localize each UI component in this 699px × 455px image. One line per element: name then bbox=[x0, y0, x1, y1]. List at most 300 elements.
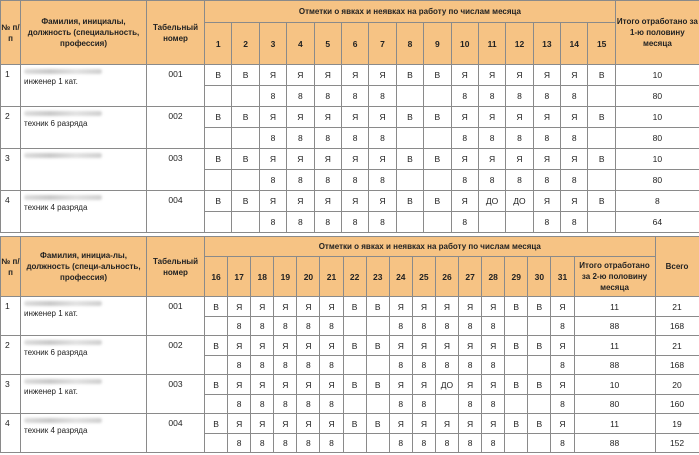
employee-name bbox=[21, 107, 147, 149]
hours-cell bbox=[205, 356, 228, 375]
table-row bbox=[1, 107, 699, 128]
hours-cell: 8 bbox=[251, 395, 274, 414]
hours-cell: 8 bbox=[228, 434, 251, 453]
day-header: 29 bbox=[505, 257, 528, 297]
hours-cell: 8 bbox=[389, 434, 412, 453]
hours-cell bbox=[435, 395, 458, 414]
hours-cell: 8 bbox=[506, 170, 533, 191]
attendance-mark: Я bbox=[314, 65, 341, 86]
attendance-mark: В bbox=[205, 65, 232, 86]
attendance-mark: Я bbox=[314, 149, 341, 170]
attendance-mark: ДО bbox=[478, 191, 505, 212]
attendance-mark: Я bbox=[412, 414, 435, 434]
hours-cell: 8 bbox=[251, 356, 274, 375]
table-row bbox=[1, 336, 699, 356]
attendance-mark: Я bbox=[259, 149, 286, 170]
total-hours: 64 bbox=[615, 212, 699, 233]
attendance-mark: Я bbox=[274, 375, 297, 395]
day-header: 3 bbox=[259, 23, 286, 65]
hours-cell: 8 bbox=[551, 317, 574, 336]
day-header: 26 bbox=[435, 257, 458, 297]
timesheet-table-second-half bbox=[0, 236, 699, 453]
attendance-mark: Я bbox=[287, 191, 314, 212]
hours-cell bbox=[424, 128, 451, 149]
day-header: 1 bbox=[205, 23, 232, 65]
hours-cell bbox=[528, 356, 551, 375]
attendance-mark: Я bbox=[451, 149, 478, 170]
hours-cell: 8 bbox=[459, 317, 482, 336]
hours-cell: 8 bbox=[287, 170, 314, 191]
employee-name bbox=[21, 149, 147, 191]
redacted-name bbox=[24, 418, 102, 423]
attendance-mark: В bbox=[205, 149, 232, 170]
redacted-name bbox=[24, 379, 102, 384]
attendance-mark: Я bbox=[389, 375, 412, 395]
row-num: 4 bbox=[1, 191, 21, 233]
attendance-mark: В bbox=[396, 65, 423, 86]
hours-cell bbox=[505, 356, 528, 375]
total-hours: 88 bbox=[574, 434, 655, 453]
attendance-mark: Я bbox=[551, 336, 574, 356]
hours-cell: 8 bbox=[320, 356, 343, 375]
all-hours: 168 bbox=[655, 317, 699, 336]
attendance-mark: Я bbox=[228, 414, 251, 434]
attendance-mark: Я bbox=[320, 375, 343, 395]
hours-cell bbox=[343, 395, 366, 414]
employee-role: инженер 1 кат. bbox=[24, 77, 78, 86]
attendance-mark: В bbox=[343, 414, 366, 434]
employee-name bbox=[21, 65, 147, 107]
attendance-mark: Я bbox=[369, 191, 396, 212]
day-header: 19 bbox=[274, 257, 297, 297]
total-hours: 80 bbox=[574, 395, 655, 414]
hours-cell: 8 bbox=[478, 128, 505, 149]
attendance-mark: Я bbox=[287, 107, 314, 128]
total-days: 10 bbox=[615, 107, 699, 128]
hours-cell: 8 bbox=[389, 395, 412, 414]
attendance-mark: Я bbox=[482, 375, 505, 395]
hours-cell: 8 bbox=[251, 317, 274, 336]
attendance-mark: Я bbox=[561, 65, 588, 86]
attendance-mark: В bbox=[424, 107, 451, 128]
hours-cell: 8 bbox=[561, 86, 588, 107]
hours-cell: 8 bbox=[314, 170, 341, 191]
total-hours: 80 bbox=[615, 170, 699, 191]
day-header: 2 bbox=[232, 23, 259, 65]
day-header: 9 bbox=[424, 23, 451, 65]
total-days: 11 bbox=[574, 336, 655, 356]
hours-cell bbox=[366, 356, 389, 375]
attendance-mark: В bbox=[366, 414, 389, 434]
attendance-mark: Я bbox=[259, 107, 286, 128]
row-num: 2 bbox=[1, 336, 21, 375]
hours-cell: 8 bbox=[369, 86, 396, 107]
all-days: 19 bbox=[655, 414, 699, 434]
header-total: Итого отработано за 2-ю половину месяца bbox=[574, 257, 655, 297]
attendance-mark: В bbox=[424, 191, 451, 212]
day-header: 18 bbox=[251, 257, 274, 297]
attendance-mark: Я bbox=[412, 336, 435, 356]
hours-cell bbox=[588, 86, 615, 107]
attendance-mark: В bbox=[588, 107, 615, 128]
attendance-mark: Я bbox=[297, 336, 320, 356]
hours-cell bbox=[232, 212, 259, 233]
all-days: 21 bbox=[655, 336, 699, 356]
day-header: 14 bbox=[561, 23, 588, 65]
attendance-mark: Я bbox=[551, 297, 574, 317]
header-tab: Табельный номер bbox=[147, 1, 205, 65]
attendance-mark: Я bbox=[297, 297, 320, 317]
employee-name bbox=[21, 191, 147, 233]
attendance-mark: Я bbox=[251, 336, 274, 356]
day-header: 11 bbox=[478, 23, 505, 65]
hours-cell: 8 bbox=[314, 128, 341, 149]
attendance-mark: Я bbox=[389, 297, 412, 317]
day-header: 15 bbox=[588, 23, 615, 65]
attendance-mark: Я bbox=[561, 107, 588, 128]
tab-number: 004 bbox=[147, 414, 205, 453]
hours-cell: 8 bbox=[228, 356, 251, 375]
hours-cell bbox=[343, 434, 366, 453]
attendance-mark: Я bbox=[314, 107, 341, 128]
hours-cell bbox=[588, 128, 615, 149]
all-days: 21 bbox=[655, 297, 699, 317]
day-header: 30 bbox=[528, 257, 551, 297]
attendance-mark: В bbox=[343, 375, 366, 395]
day-header: 28 bbox=[482, 257, 505, 297]
hours-cell: 8 bbox=[320, 317, 343, 336]
attendance-mark: В bbox=[205, 107, 232, 128]
day-header: 10 bbox=[451, 23, 478, 65]
hours-cell: 8 bbox=[551, 356, 574, 375]
attendance-mark: Я bbox=[259, 191, 286, 212]
hours-cell: 8 bbox=[482, 356, 505, 375]
day-header: 8 bbox=[396, 23, 423, 65]
attendance-mark: В bbox=[528, 414, 551, 434]
attendance-mark: Я bbox=[482, 414, 505, 434]
hours-cell: 8 bbox=[533, 128, 560, 149]
total-days: 10 bbox=[574, 375, 655, 395]
attendance-mark: Я bbox=[287, 65, 314, 86]
day-header: 24 bbox=[389, 257, 412, 297]
hours-cell: 8 bbox=[459, 395, 482, 414]
employee-role: техник 6 разряда bbox=[24, 119, 88, 128]
hours-cell: 8 bbox=[435, 356, 458, 375]
hours-cell: 8 bbox=[274, 434, 297, 453]
attendance-mark: В bbox=[588, 65, 615, 86]
attendance-mark: В bbox=[205, 191, 232, 212]
hours-cell bbox=[424, 86, 451, 107]
attendance-mark: Я bbox=[369, 107, 396, 128]
hours-cell: 8 bbox=[251, 434, 274, 453]
hours-cell: 8 bbox=[459, 434, 482, 453]
hours-cell: 8 bbox=[561, 170, 588, 191]
header-name: Фамилия, инициалы, должность (специальность, профессия) bbox=[21, 1, 147, 65]
attendance-mark: Я bbox=[459, 414, 482, 434]
attendance-mark: Я bbox=[451, 191, 478, 212]
hours-cell: 8 bbox=[274, 356, 297, 375]
attendance-mark: Я bbox=[506, 107, 533, 128]
attendance-mark: Я bbox=[274, 297, 297, 317]
total-hours: 88 bbox=[574, 317, 655, 336]
attendance-mark: В bbox=[396, 107, 423, 128]
attendance-mark: Я bbox=[314, 191, 341, 212]
hours-cell bbox=[232, 86, 259, 107]
redacted-name bbox=[24, 340, 102, 345]
table-row bbox=[1, 375, 699, 395]
attendance-mark: В bbox=[505, 375, 528, 395]
attendance-mark: Я bbox=[435, 297, 458, 317]
attendance-mark: В bbox=[588, 149, 615, 170]
attendance-mark: Я bbox=[459, 375, 482, 395]
hours-cell bbox=[424, 212, 451, 233]
attendance-mark: В bbox=[424, 149, 451, 170]
employee-role: техник 4 разряда bbox=[24, 203, 88, 212]
attendance-mark: Я bbox=[478, 65, 505, 86]
tab-number: 002 bbox=[147, 336, 205, 375]
hours-cell: 8 bbox=[314, 86, 341, 107]
hours-cell bbox=[396, 128, 423, 149]
day-header: 16 bbox=[205, 257, 228, 297]
row-num: 1 bbox=[1, 65, 21, 107]
attendance-mark: В bbox=[424, 65, 451, 86]
header-tab: Табельный номер bbox=[147, 237, 205, 297]
attendance-mark: В bbox=[366, 375, 389, 395]
attendance-mark: Я bbox=[478, 149, 505, 170]
row-num: 4 bbox=[1, 414, 21, 453]
hours-cell bbox=[205, 434, 228, 453]
hours-cell: 8 bbox=[314, 212, 341, 233]
attendance-mark: Я bbox=[435, 414, 458, 434]
attendance-mark: Я bbox=[251, 375, 274, 395]
hours-cell bbox=[232, 128, 259, 149]
attendance-mark: Я bbox=[533, 191, 560, 212]
row-num: 3 bbox=[1, 149, 21, 191]
attendance-mark: Я bbox=[341, 149, 368, 170]
hours-cell: 8 bbox=[533, 170, 560, 191]
day-header: 31 bbox=[551, 257, 574, 297]
hours-cell bbox=[205, 86, 232, 107]
total-hours: 80 bbox=[615, 128, 699, 149]
day-header: 6 bbox=[341, 23, 368, 65]
attendance-mark: Я bbox=[369, 149, 396, 170]
hours-cell bbox=[505, 395, 528, 414]
header-name: Фамилия, инициа-лы, должность (специ-альность, профессия) bbox=[21, 237, 147, 297]
table-row bbox=[1, 65, 699, 86]
day-header: 13 bbox=[533, 23, 560, 65]
employee-role: инженер 1 кат. bbox=[24, 309, 78, 318]
day-header: 25 bbox=[412, 257, 435, 297]
attendance-mark: Я bbox=[228, 297, 251, 317]
attendance-mark: В bbox=[205, 336, 228, 356]
total-days: 11 bbox=[574, 414, 655, 434]
attendance-mark: В bbox=[205, 297, 228, 317]
total-days: 10 bbox=[615, 149, 699, 170]
day-header: 22 bbox=[343, 257, 366, 297]
attendance-mark: Я bbox=[451, 107, 478, 128]
hours-cell: 8 bbox=[389, 356, 412, 375]
hours-cell: 8 bbox=[451, 86, 478, 107]
tab-number: 003 bbox=[147, 149, 205, 191]
all-hours: 160 bbox=[655, 395, 699, 414]
hours-cell: 8 bbox=[506, 86, 533, 107]
hours-cell: 8 bbox=[435, 317, 458, 336]
hours-cell bbox=[232, 170, 259, 191]
attendance-mark: Я bbox=[341, 191, 368, 212]
hours-cell: 8 bbox=[369, 170, 396, 191]
hours-cell: 8 bbox=[274, 317, 297, 336]
header-all: Всего bbox=[655, 237, 699, 297]
attendance-mark: Я bbox=[274, 414, 297, 434]
hours-cell: 8 bbox=[259, 170, 286, 191]
employee-role: техник 4 разряда bbox=[24, 426, 88, 435]
hours-cell: 8 bbox=[297, 317, 320, 336]
hours-cell: 8 bbox=[274, 395, 297, 414]
hours-cell bbox=[205, 212, 232, 233]
hours-cell: 8 bbox=[228, 395, 251, 414]
hours-cell bbox=[205, 170, 232, 191]
employee-name bbox=[21, 336, 147, 375]
hours-cell bbox=[528, 434, 551, 453]
attendance-mark: В bbox=[232, 107, 259, 128]
header-marks: Отметки о явках и неявках на работу по числам месяца bbox=[205, 237, 656, 257]
row-num: 1 bbox=[1, 297, 21, 336]
hours-cell: 8 bbox=[412, 317, 435, 336]
hours-cell: 8 bbox=[482, 317, 505, 336]
hours-cell: 8 bbox=[412, 356, 435, 375]
hours-cell: 8 bbox=[561, 128, 588, 149]
hours-cell: 8 bbox=[287, 212, 314, 233]
attendance-mark: Я bbox=[459, 297, 482, 317]
hours-cell: 8 bbox=[412, 395, 435, 414]
attendance-mark: В bbox=[505, 336, 528, 356]
hours-cell: 8 bbox=[389, 317, 412, 336]
hours-cell: 8 bbox=[287, 86, 314, 107]
attendance-mark: В bbox=[366, 297, 389, 317]
hours-cell: 8 bbox=[341, 128, 368, 149]
attendance-mark: Я bbox=[478, 107, 505, 128]
redacted-name bbox=[24, 195, 102, 200]
attendance-mark: Я bbox=[297, 375, 320, 395]
attendance-mark: Я bbox=[533, 149, 560, 170]
attendance-mark: Я bbox=[412, 297, 435, 317]
attendance-mark: Я bbox=[551, 375, 574, 395]
attendance-mark: Я bbox=[482, 336, 505, 356]
hours-cell: 8 bbox=[369, 128, 396, 149]
hours-cell bbox=[528, 317, 551, 336]
hours-cell bbox=[205, 317, 228, 336]
employee-role: техник 6 разряда bbox=[24, 348, 88, 357]
day-header: 20 bbox=[297, 257, 320, 297]
employee-role: инженер 1 кат. bbox=[24, 387, 78, 396]
attendance-mark: В bbox=[528, 336, 551, 356]
hours-cell bbox=[343, 356, 366, 375]
attendance-mark: В bbox=[588, 191, 615, 212]
redacted-name bbox=[24, 301, 102, 306]
row-num: 3 bbox=[1, 375, 21, 414]
hours-cell: 8 bbox=[228, 317, 251, 336]
hours-cell: 8 bbox=[459, 356, 482, 375]
hours-cell: 8 bbox=[533, 86, 560, 107]
header-num: № п/п bbox=[1, 237, 21, 297]
day-header: 21 bbox=[320, 257, 343, 297]
day-header: 23 bbox=[366, 257, 389, 297]
hours-cell bbox=[366, 395, 389, 414]
day-header: 12 bbox=[506, 23, 533, 65]
attendance-mark: Я bbox=[551, 414, 574, 434]
employee-name bbox=[21, 414, 147, 453]
attendance-mark: Я bbox=[297, 414, 320, 434]
attendance-mark: Я bbox=[228, 336, 251, 356]
hours-cell: 8 bbox=[320, 434, 343, 453]
attendance-mark: ДО bbox=[506, 191, 533, 212]
hours-cell bbox=[506, 212, 533, 233]
attendance-mark: В bbox=[232, 149, 259, 170]
attendance-mark: В bbox=[505, 297, 528, 317]
hours-cell: 8 bbox=[320, 395, 343, 414]
day-header: 17 bbox=[228, 257, 251, 297]
attendance-mark: Я bbox=[561, 191, 588, 212]
day-header: 27 bbox=[459, 257, 482, 297]
hours-cell: 8 bbox=[478, 170, 505, 191]
attendance-mark: Я bbox=[412, 375, 435, 395]
total-days: 10 bbox=[615, 65, 699, 86]
total-days: 8 bbox=[615, 191, 699, 212]
attendance-mark: ДО bbox=[435, 375, 458, 395]
attendance-mark: В bbox=[232, 191, 259, 212]
table-row bbox=[1, 149, 699, 170]
attendance-mark: Я bbox=[389, 336, 412, 356]
header-total: Итого отработано за 1-ю половину месяца bbox=[615, 1, 699, 65]
day-header: 4 bbox=[287, 23, 314, 65]
hours-cell bbox=[205, 395, 228, 414]
attendance-mark: Я bbox=[251, 414, 274, 434]
hours-cell: 8 bbox=[341, 86, 368, 107]
hours-cell bbox=[424, 170, 451, 191]
attendance-mark: Я bbox=[287, 149, 314, 170]
hours-cell bbox=[343, 317, 366, 336]
attendance-mark: Я bbox=[389, 414, 412, 434]
hours-cell bbox=[396, 86, 423, 107]
hours-cell: 8 bbox=[259, 128, 286, 149]
all-hours: 168 bbox=[655, 356, 699, 375]
total-hours: 88 bbox=[574, 356, 655, 375]
attendance-mark: Я bbox=[506, 65, 533, 86]
hours-cell: 8 bbox=[478, 86, 505, 107]
hours-cell: 8 bbox=[435, 434, 458, 453]
total-days: 11 bbox=[574, 297, 655, 317]
day-header: 5 bbox=[314, 23, 341, 65]
attendance-mark: В bbox=[366, 336, 389, 356]
hours-cell: 8 bbox=[287, 128, 314, 149]
row-num: 2 bbox=[1, 107, 21, 149]
attendance-mark: Я bbox=[320, 414, 343, 434]
employee-name bbox=[21, 297, 147, 336]
attendance-mark: Я bbox=[320, 336, 343, 356]
attendance-mark: Я bbox=[506, 149, 533, 170]
hours-cell: 8 bbox=[451, 212, 478, 233]
hours-cell bbox=[366, 434, 389, 453]
attendance-mark: В bbox=[505, 414, 528, 434]
hours-cell: 8 bbox=[551, 434, 574, 453]
attendance-mark: В bbox=[343, 297, 366, 317]
hours-cell bbox=[528, 395, 551, 414]
hours-cell: 8 bbox=[341, 212, 368, 233]
attendance-mark: В bbox=[232, 65, 259, 86]
attendance-mark: В bbox=[343, 336, 366, 356]
hours-cell bbox=[366, 317, 389, 336]
hours-cell: 8 bbox=[451, 170, 478, 191]
